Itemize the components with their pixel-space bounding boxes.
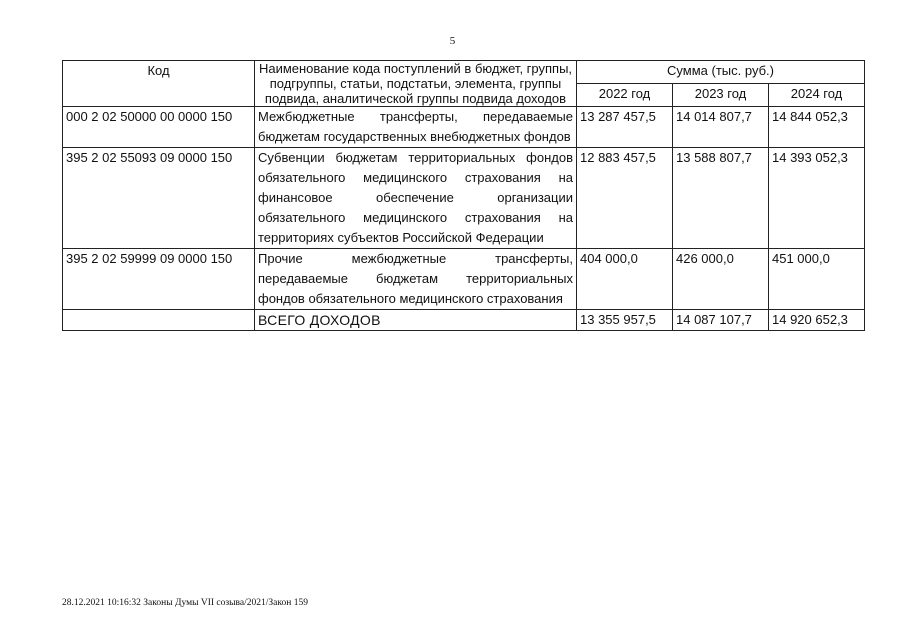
row-code: 395 2 02 59999 09 0000 150 (63, 249, 255, 310)
row-value-2022: 404 000,0 (577, 249, 673, 310)
total-code (63, 310, 255, 331)
row-value-2024: 451 000,0 (769, 249, 865, 310)
total-value-2024: 14 920 652,3 (769, 310, 865, 331)
header-code: Код (63, 61, 255, 107)
header-year-2023: 2023 год (673, 84, 769, 107)
table-row (63, 107, 865, 148)
page-number: 5 (449, 35, 456, 47)
total-row (63, 310, 865, 331)
table-header-row (63, 61, 865, 84)
row-value-2024: 14 844 052,3 (769, 107, 865, 148)
document-footer: 28.12.2021 10:16:32 Законы Думы VII созыва/2021/Закон 159 (62, 598, 308, 608)
header-name: Наименование кода поступлений в бюджет, группы, подгруппы, статьи, подстатьи, элемента, группы подвида, аналитической группы подвида доходов (255, 61, 577, 107)
row-name: Прочие межбюджетные трансферты, передаваемые бюджетам территориальных фондов обязательного медицинского страхования (255, 249, 577, 310)
table-row (63, 249, 865, 310)
row-value-2022: 12 883 457,5 (577, 148, 673, 249)
revenue-table (62, 60, 865, 331)
row-value-2023: 14 014 807,7 (673, 107, 769, 148)
row-value-2023: 426 000,0 (673, 249, 769, 310)
row-name: Межбюджетные трансферты, передаваемые бюджетам государственных внебюджетных фондов (255, 107, 577, 148)
row-name: Субвенции бюджетам территориальных фондов обязательного медицинского страхования на финансовое обеспечение организации обязательного медицинского страхования на территориях субъектов Российской Федерации (255, 148, 577, 249)
row-value-2023: 13 588 807,7 (673, 148, 769, 249)
header-year-2022: 2022 год (577, 84, 673, 107)
table-row (63, 148, 865, 249)
total-value-2023: 14 087 107,7 (673, 310, 769, 331)
total-label: ВСЕГО ДОХОДОВ (255, 310, 577, 331)
row-code: 395 2 02 55093 09 0000 150 (63, 148, 255, 249)
row-value-2022: 13 287 457,5 (577, 107, 673, 148)
header-year-2024: 2024 год (769, 84, 865, 107)
row-code: 000 2 02 50000 00 0000 150 (63, 107, 255, 148)
row-value-2024: 14 393 052,3 (769, 148, 865, 249)
total-value-2022: 13 355 957,5 (577, 310, 673, 331)
header-sum: Сумма (тыс. руб.) (577, 61, 865, 84)
